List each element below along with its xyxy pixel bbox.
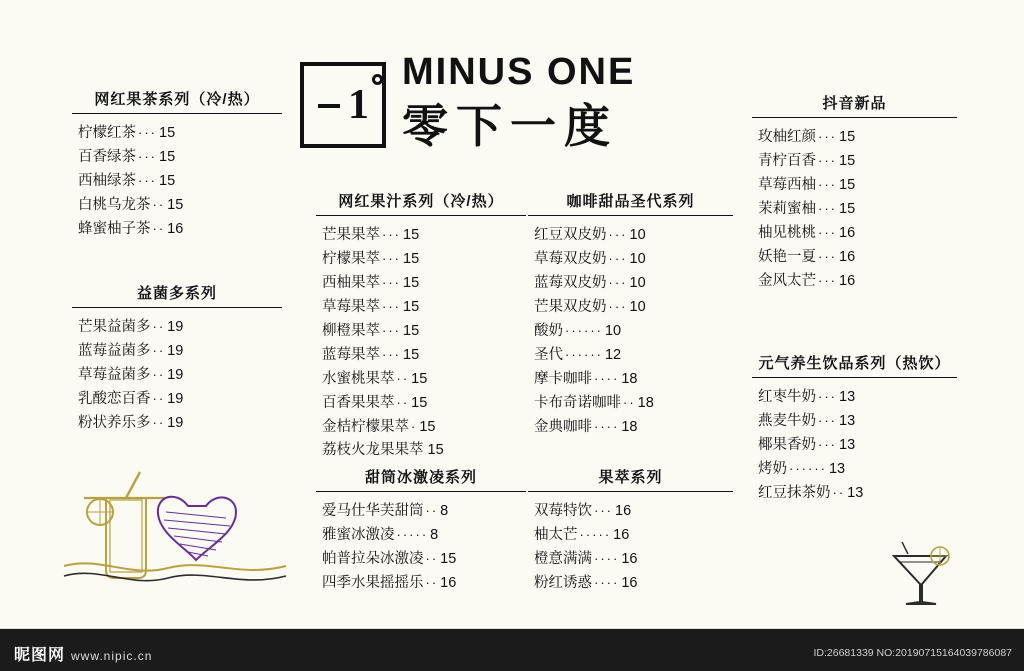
item-name: 卡布奇诺咖啡 bbox=[534, 395, 621, 411]
item-name: 柚见桃桃 bbox=[758, 225, 816, 241]
section-items bbox=[72, 121, 282, 241]
menu-item bbox=[78, 193, 282, 217]
menu-item bbox=[322, 571, 526, 595]
item-dots: ·· bbox=[623, 395, 636, 410]
item-price: 15 bbox=[403, 347, 420, 363]
menu-item bbox=[534, 247, 733, 271]
item-price: 15 bbox=[403, 299, 420, 315]
item-dots: ·· bbox=[425, 575, 439, 590]
menu-item bbox=[758, 125, 957, 149]
item-price: 16 bbox=[167, 221, 184, 237]
item-dots: ·· bbox=[152, 343, 166, 358]
item-name: 红豆抹茶奶 bbox=[758, 485, 831, 501]
section-divider bbox=[72, 307, 282, 308]
item-dots: ··· bbox=[608, 299, 628, 314]
item-name: 芒果益菌多 bbox=[78, 319, 151, 335]
item-name: 金典咖啡 bbox=[534, 419, 592, 435]
section-divider bbox=[528, 491, 733, 492]
menu-item bbox=[322, 247, 526, 271]
menu-item bbox=[322, 415, 526, 439]
item-name: 蓝莓双皮奶 bbox=[534, 275, 607, 291]
item-name: 燕麦牛奶 bbox=[758, 413, 816, 429]
item-price: 10 bbox=[604, 323, 622, 339]
item-dots: ··· bbox=[818, 437, 837, 452]
item-price: 18 bbox=[637, 395, 654, 411]
brand-logo-icon bbox=[300, 62, 386, 148]
section-title: 果萃系列 bbox=[598, 469, 663, 486]
item-name: 雅蜜冰激凌 bbox=[322, 527, 395, 543]
section-title: 抖音新品 bbox=[822, 95, 887, 112]
item-name: 西柚绿茶 bbox=[78, 173, 136, 189]
item-name: 红豆双皮奶 bbox=[534, 227, 607, 243]
section-divider bbox=[316, 491, 526, 492]
menu-item bbox=[78, 145, 282, 169]
item-dots: ··· bbox=[818, 201, 837, 216]
item-dots: ···· bbox=[594, 371, 620, 386]
item-price: 13 bbox=[839, 437, 856, 453]
section-items bbox=[752, 385, 957, 505]
item-name: 水蜜桃果萃 bbox=[322, 371, 395, 387]
item-price: 15 bbox=[427, 442, 444, 458]
menu-item bbox=[534, 295, 733, 319]
item-dots: ·· bbox=[152, 367, 166, 382]
item-price: 15 bbox=[440, 551, 457, 567]
item-name: 帕普拉朵冰激凌 bbox=[322, 551, 424, 567]
menu-item bbox=[78, 169, 282, 193]
menu-item bbox=[534, 415, 733, 439]
item-price: 10 bbox=[629, 275, 646, 291]
item-price: 13 bbox=[847, 485, 864, 501]
image-id-line: ID:26681339 NO:20190715164039786087 bbox=[813, 647, 1012, 659]
item-dots: · bbox=[411, 419, 418, 434]
menu-item bbox=[758, 385, 957, 409]
item-name: 芒果双皮奶 bbox=[534, 299, 607, 315]
item-name: 金桔柠檬果萃 bbox=[322, 419, 409, 435]
item-price: 19 bbox=[167, 367, 184, 383]
section-title: 甜筒冰激凌系列 bbox=[364, 469, 477, 486]
item-dots: ··· bbox=[382, 227, 401, 242]
item-name: 百香绿茶 bbox=[78, 149, 136, 165]
footer-bar bbox=[0, 629, 1024, 671]
item-name: 爱马仕华芙甜筒 bbox=[322, 503, 424, 519]
section-divider bbox=[316, 215, 526, 216]
item-price: 10 bbox=[629, 227, 646, 243]
item-price: 13 bbox=[839, 413, 856, 429]
item-dots: ····· bbox=[396, 527, 429, 542]
item-dots: ··· bbox=[818, 129, 837, 144]
item-price: 16 bbox=[440, 575, 457, 591]
item-dots: ···· bbox=[594, 575, 620, 590]
menu-item bbox=[758, 245, 957, 269]
item-dots: ··· bbox=[382, 347, 401, 362]
section-items bbox=[752, 125, 957, 293]
section-title: 咖啡甜品圣代系列 bbox=[566, 193, 695, 210]
item-name: 草莓益菌多 bbox=[78, 367, 151, 383]
menu-section-douyin bbox=[752, 92, 957, 293]
item-price: 15 bbox=[403, 323, 420, 339]
item-price: 16 bbox=[615, 503, 632, 519]
item-price: 16 bbox=[621, 575, 638, 591]
item-dots: ··· bbox=[138, 125, 157, 140]
item-name: 圣代 bbox=[534, 347, 563, 363]
item-price: 12 bbox=[604, 347, 622, 363]
item-name: 柠檬果萃 bbox=[322, 251, 380, 267]
item-price: 13 bbox=[828, 461, 846, 477]
item-dots: ·· bbox=[152, 197, 166, 212]
logo-dash bbox=[318, 104, 340, 108]
item-dots: ·· bbox=[152, 221, 166, 236]
item-name: 金风太芒 bbox=[758, 273, 816, 289]
item-dots: ··· bbox=[382, 275, 401, 290]
menu-section-juice bbox=[316, 190, 526, 462]
menu-item bbox=[758, 481, 957, 505]
section-title: 益菌多系列 bbox=[136, 285, 217, 302]
item-price: 15 bbox=[159, 173, 176, 189]
item-dots: ·· bbox=[396, 395, 410, 410]
menu-item bbox=[322, 343, 526, 367]
item-dots: ··· bbox=[382, 299, 401, 314]
item-dots: ··· bbox=[608, 275, 628, 290]
item-dots: ··· bbox=[608, 251, 628, 266]
item-dots: ··· bbox=[382, 323, 401, 338]
menu-item bbox=[534, 223, 733, 247]
item-name: 柚太芒 bbox=[534, 527, 578, 543]
brand-name-en: MINUS ONE bbox=[402, 51, 636, 93]
item-name: 草莓果萃 bbox=[322, 299, 380, 315]
menu-item bbox=[322, 295, 526, 319]
item-price: 18 bbox=[621, 419, 638, 435]
item-price: 15 bbox=[403, 227, 420, 243]
section-divider bbox=[528, 215, 733, 216]
item-name: 柠檬红茶 bbox=[78, 125, 136, 141]
item-price: 15 bbox=[411, 395, 428, 411]
item-dots: ·· bbox=[425, 503, 439, 518]
brand-text bbox=[402, 48, 635, 154]
item-price: 16 bbox=[839, 225, 856, 241]
watermark bbox=[14, 642, 152, 665]
menu-item bbox=[322, 367, 526, 391]
watermark-url: www.nipic.cn bbox=[71, 649, 153, 663]
item-price: 18 bbox=[621, 371, 638, 387]
item-price: 15 bbox=[411, 371, 428, 387]
menu-item bbox=[78, 363, 282, 387]
menu-item bbox=[322, 223, 526, 247]
menu-item bbox=[322, 547, 526, 571]
item-dots: ··· bbox=[818, 273, 837, 288]
section-title: 元气养生饮品系列（热饮） bbox=[758, 355, 951, 372]
menu-item bbox=[322, 499, 526, 523]
menu-item bbox=[758, 409, 957, 433]
item-price: 13 bbox=[839, 389, 856, 405]
item-name: 蓝莓果萃 bbox=[322, 347, 380, 363]
item-dots: ····· bbox=[579, 527, 612, 542]
brand-header bbox=[300, 48, 770, 168]
item-price: 19 bbox=[167, 319, 184, 335]
menu-item bbox=[322, 319, 526, 343]
menu-item bbox=[534, 523, 733, 547]
item-name: 青柠百香 bbox=[758, 153, 816, 169]
item-name: 芒果果萃 bbox=[322, 227, 380, 243]
section-items bbox=[528, 499, 733, 595]
menu-item bbox=[534, 499, 733, 523]
item-price: 10 bbox=[629, 251, 646, 267]
item-dots: ······ bbox=[789, 461, 827, 476]
item-dots: ··· bbox=[138, 173, 157, 188]
item-dots: ··· bbox=[818, 153, 837, 168]
item-dots: ··· bbox=[608, 227, 628, 242]
menu-item bbox=[534, 343, 733, 367]
item-name: 草莓双皮奶 bbox=[534, 251, 607, 267]
item-name: 茉莉蜜柚 bbox=[758, 201, 816, 217]
menu-item bbox=[534, 391, 733, 415]
item-name: 橙意满满 bbox=[534, 551, 592, 567]
menu-item bbox=[78, 387, 282, 411]
item-name: 红枣牛奶 bbox=[758, 389, 816, 405]
menu-item bbox=[758, 269, 957, 293]
item-name: 西柚果萃 bbox=[322, 275, 380, 291]
watermark-brand: 昵图网 bbox=[14, 647, 66, 664]
item-name: 粉红诱惑 bbox=[534, 575, 592, 591]
item-dots: ··· bbox=[818, 177, 837, 192]
menu-item bbox=[758, 457, 957, 481]
item-price: 15 bbox=[839, 153, 856, 169]
item-name: 妖艳一夏 bbox=[758, 249, 816, 265]
item-name: 乳酸恋百香 bbox=[78, 391, 151, 407]
item-dots: ··· bbox=[818, 249, 837, 264]
item-name: 蜂蜜柚子茶 bbox=[78, 221, 151, 237]
menu-item bbox=[78, 339, 282, 363]
item-name: 草莓西柚 bbox=[758, 177, 816, 193]
cocktail-glass-icon bbox=[880, 540, 960, 610]
menu-section-guocui bbox=[528, 466, 733, 595]
menu-item bbox=[534, 571, 733, 595]
item-name: 玫柚红颜 bbox=[758, 129, 816, 145]
logo-degree-icon bbox=[372, 74, 383, 85]
brand-name-cn: 零下一度 bbox=[402, 100, 618, 152]
menu-item bbox=[78, 315, 282, 339]
item-dots: ··· bbox=[138, 149, 157, 164]
menu-item bbox=[758, 433, 957, 457]
item-price: 16 bbox=[839, 273, 856, 289]
item-dots: ·· bbox=[152, 319, 166, 334]
menu-item bbox=[322, 271, 526, 295]
item-price: 10 bbox=[629, 299, 646, 315]
item-price: 19 bbox=[167, 343, 184, 359]
item-dots: ··· bbox=[818, 413, 837, 428]
item-name: 荔枝火龙果果萃 bbox=[322, 442, 424, 458]
item-name: 椰果香奶 bbox=[758, 437, 816, 453]
item-price: 19 bbox=[167, 391, 184, 407]
section-divider bbox=[752, 117, 957, 118]
section-divider bbox=[752, 377, 957, 378]
item-price: 15 bbox=[167, 197, 184, 213]
section-title: 网红果汁系列（冷/热） bbox=[338, 193, 504, 210]
item-price: 16 bbox=[613, 527, 630, 543]
item-price: 19 bbox=[167, 415, 184, 431]
menu-item bbox=[758, 149, 957, 173]
iced-drink-and-heart-icon bbox=[60, 460, 290, 590]
item-dots: ··· bbox=[818, 389, 837, 404]
item-price: 15 bbox=[403, 251, 420, 267]
item-price: 15 bbox=[839, 129, 856, 145]
item-name: 摩卡咖啡 bbox=[534, 371, 592, 387]
item-dots: ···· bbox=[594, 551, 620, 566]
menu-section-health-drinks bbox=[752, 352, 957, 505]
item-name: 四季水果摇摇乐 bbox=[322, 575, 424, 591]
section-items bbox=[528, 223, 733, 439]
menu-item bbox=[322, 523, 526, 547]
item-name: 百香果果萃 bbox=[322, 395, 395, 411]
section-divider bbox=[72, 113, 282, 114]
item-price: 8 bbox=[440, 503, 449, 519]
menu-item bbox=[534, 547, 733, 571]
item-dots: ··· bbox=[818, 225, 837, 240]
menu-section-yakult bbox=[72, 282, 282, 435]
item-name: 双莓特饮 bbox=[534, 503, 592, 519]
item-dots: ······ bbox=[565, 347, 603, 362]
logo-one: 1 bbox=[348, 82, 369, 128]
item-price: 15 bbox=[839, 201, 856, 217]
menu-section-fruit-tea bbox=[72, 88, 282, 241]
item-name: 烤奶 bbox=[758, 461, 787, 477]
menu-item bbox=[78, 411, 282, 435]
item-dots: ·· bbox=[152, 415, 166, 430]
menu-section-coffee-dessert bbox=[528, 190, 733, 439]
menu-item bbox=[758, 197, 957, 221]
menu-item bbox=[534, 319, 733, 343]
item-price: 15 bbox=[403, 275, 420, 291]
item-dots: ···· bbox=[594, 419, 620, 434]
item-dots: ······ bbox=[565, 323, 603, 338]
item-price: 16 bbox=[839, 249, 856, 265]
item-price: 15 bbox=[839, 177, 856, 193]
menu-item bbox=[534, 271, 733, 295]
menu-item bbox=[322, 439, 526, 462]
item-price: 16 bbox=[621, 551, 638, 567]
menu-item bbox=[78, 121, 282, 145]
item-name: 蓝莓益菌多 bbox=[78, 343, 151, 359]
item-name: 粉状养乐多 bbox=[78, 415, 151, 431]
menu-section-ice-cream bbox=[316, 466, 526, 595]
item-dots: ·· bbox=[425, 551, 439, 566]
section-items bbox=[316, 223, 526, 462]
item-price: 15 bbox=[159, 149, 176, 165]
item-name: 白桃乌龙茶 bbox=[78, 197, 151, 213]
menu-item bbox=[322, 391, 526, 415]
menu-item bbox=[758, 173, 957, 197]
section-title: 网红果茶系列（冷/热） bbox=[94, 91, 260, 108]
section-items bbox=[72, 315, 282, 435]
item-price: 8 bbox=[430, 527, 439, 543]
item-dots: ··· bbox=[382, 251, 401, 266]
item-dots: ·· bbox=[396, 371, 410, 386]
item-price: 15 bbox=[159, 125, 176, 141]
item-name: 酸奶 bbox=[534, 323, 563, 339]
item-price: 15 bbox=[419, 419, 436, 435]
menu-item bbox=[534, 367, 733, 391]
menu-item bbox=[78, 217, 282, 241]
item-dots: ·· bbox=[832, 485, 846, 500]
item-dots: ··· bbox=[594, 503, 613, 518]
item-dots: ·· bbox=[152, 391, 166, 406]
section-items bbox=[316, 499, 526, 595]
item-name: 柳橙果萃 bbox=[322, 323, 380, 339]
menu-item bbox=[758, 221, 957, 245]
